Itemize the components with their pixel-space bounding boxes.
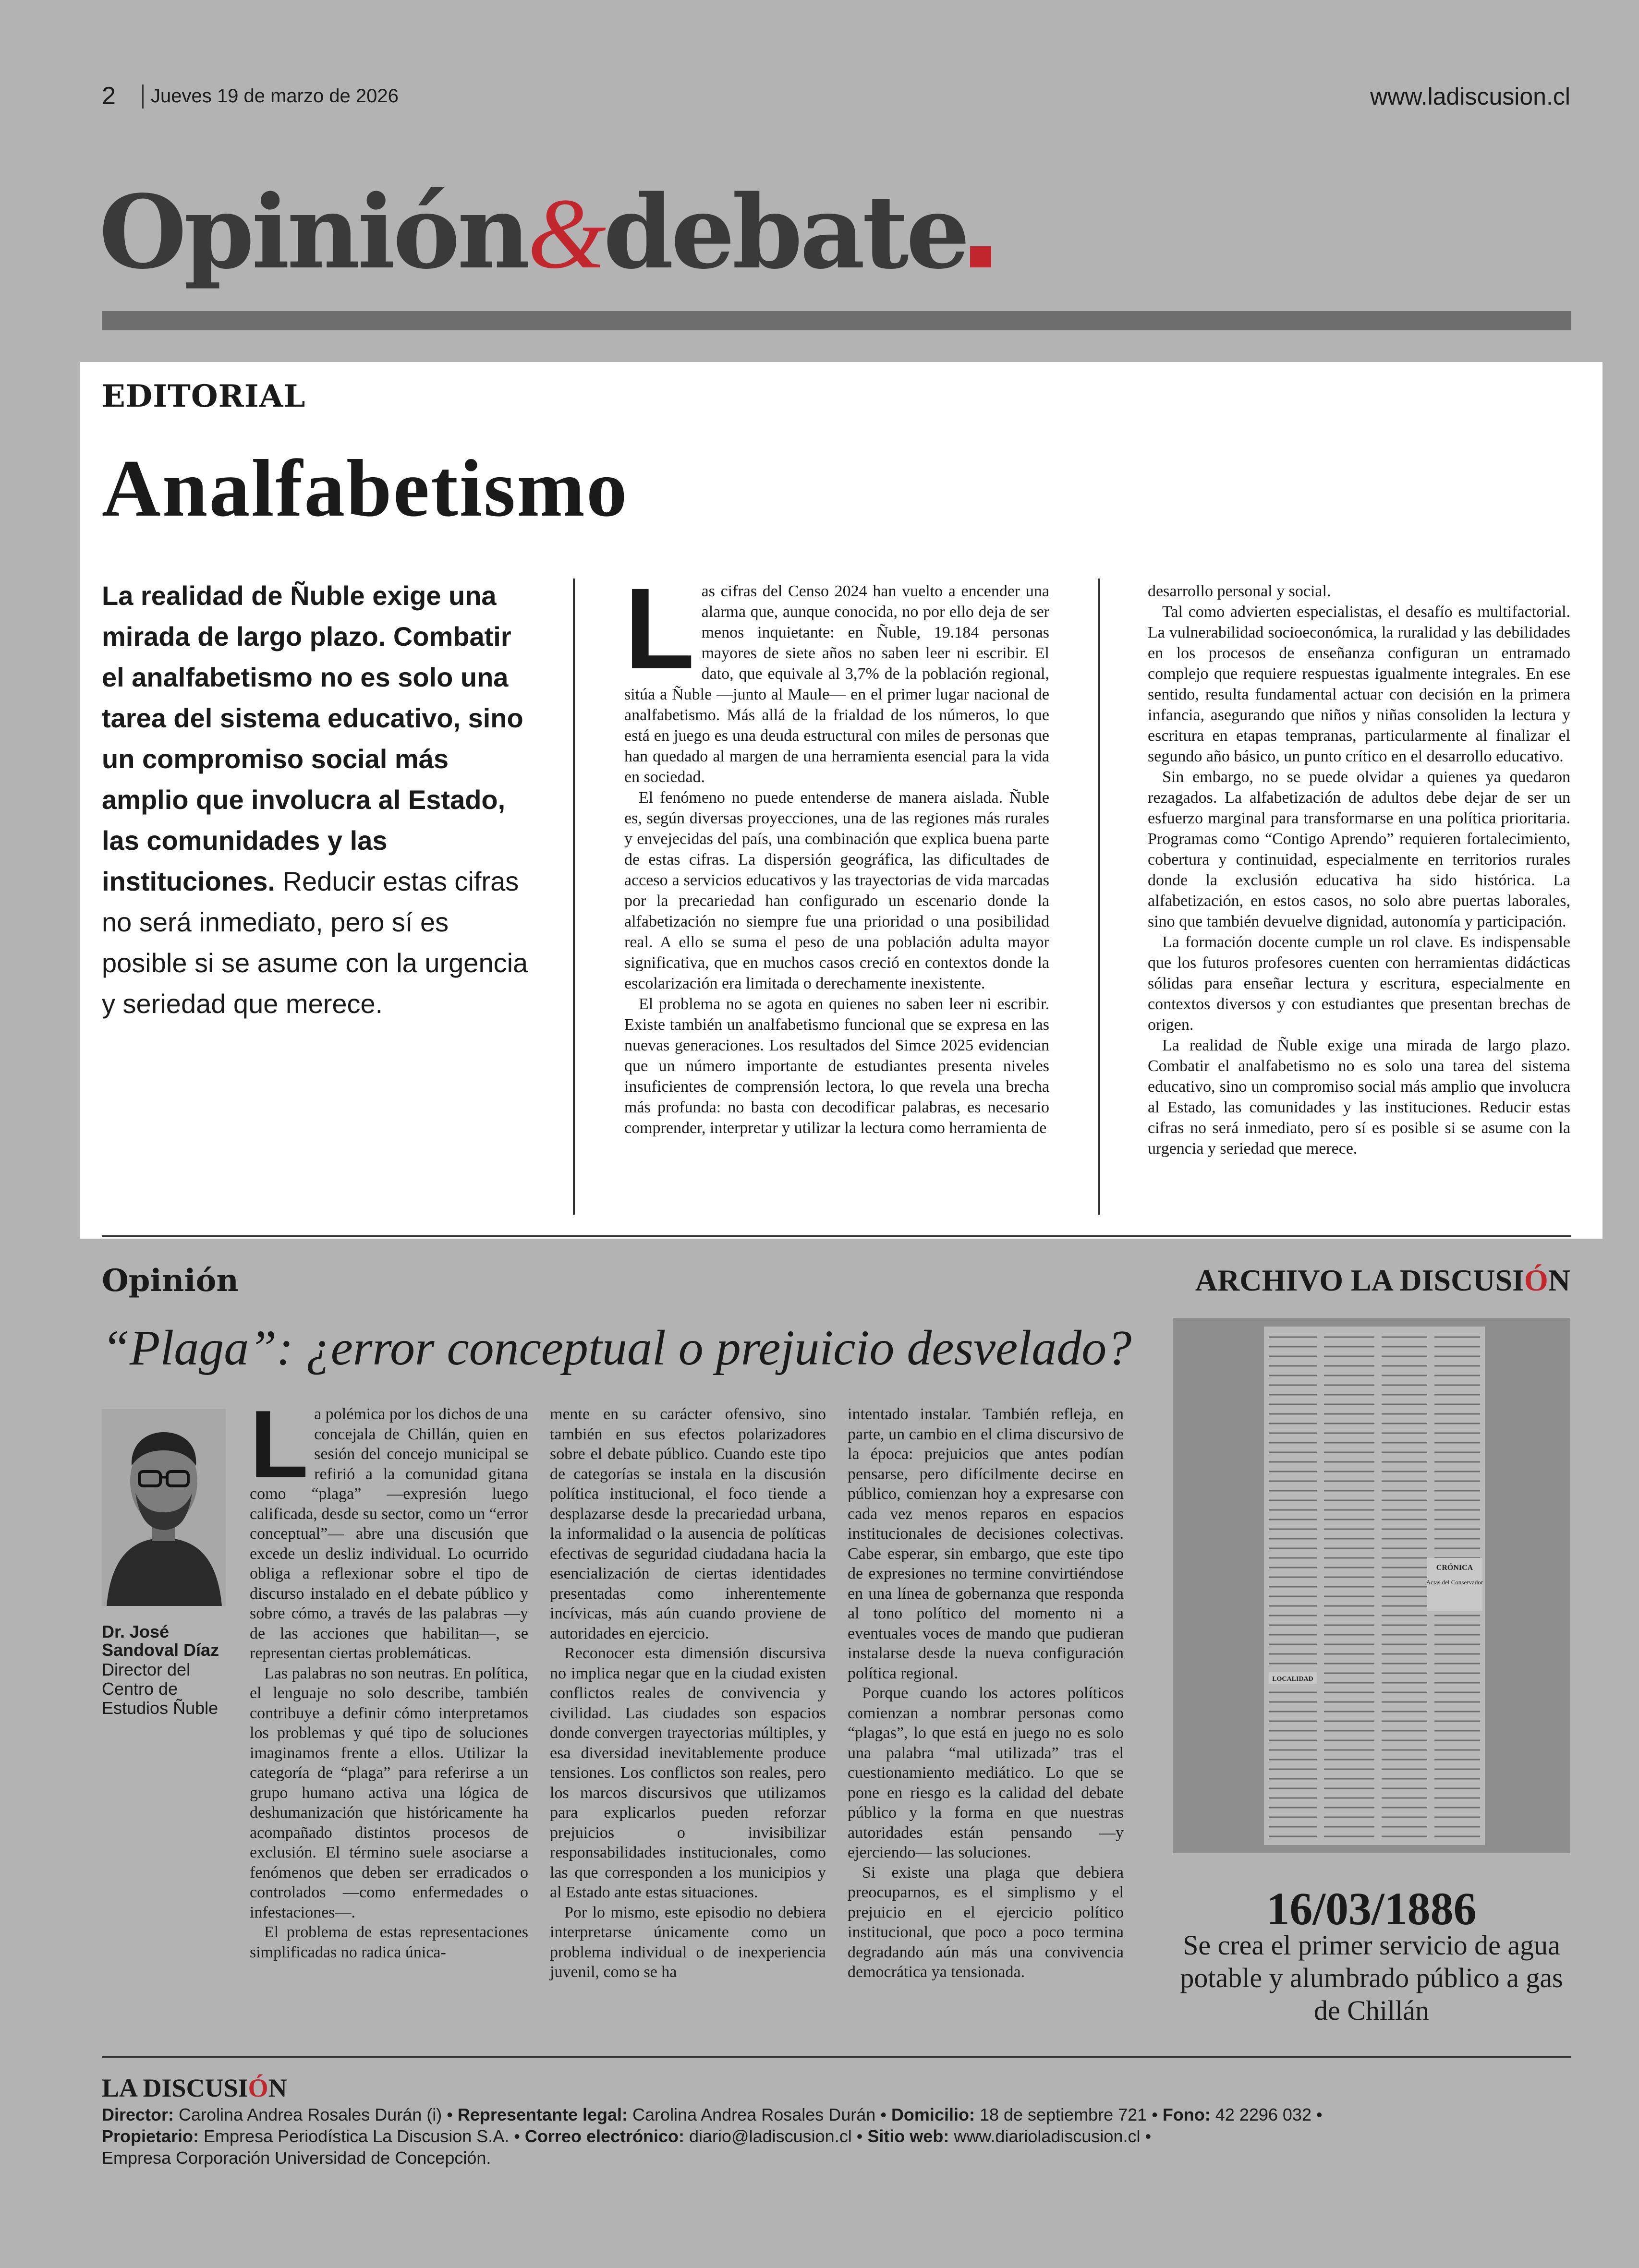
editorial-headline: Analfabetismo bbox=[102, 443, 629, 533]
editorial-lead-regular: Reducir estas cifras no será inmediato, pero sí es posible si se asume con la urgencia y seriedad que merece. bbox=[102, 866, 528, 1019]
editorial-paragraph: desarrollo personal y social. bbox=[1148, 582, 1331, 600]
author-photo bbox=[102, 1409, 226, 1606]
issue-date: Jueves 19 de marzo de 2026 bbox=[151, 85, 399, 107]
footer-credits bbox=[102, 2104, 1571, 2169]
opinion-paragraph: Las palabras no son neutras. En política, el lenguaje no solo describe, también contribuye a definir cómo interpretamos los problemas y qué tipo de soluciones imaginamos frente a ellos. Utilizar la categoría de “plaga” para referirse a un grupo humano activa una lógica de deshumanización que históricamente ha acompañado distintos procesos de exclusión. El término suele asociarse a fenómenos que deben ser erradicados o controlados —como enfermedades o infestaciones—. bbox=[250, 1664, 528, 1921]
editorial-paragraph: Las cifras del Censo 2024 han vuelto a encender una alarma que, aunque conocida, no por ello deja de ser menos inquietante: en Ñuble, 19.184 personas mayores de siete años no saben leer ni escribir. El dato, que equivale al 3,7% de la población regional, sitúa a Ñuble —junto al Maule— en el primer lugar nacional de analfabetismo. Más allá de la frialdad de los números, lo que está en juego es una deuda estructural con miles de personas que han quedado al margen de una herramienta esencial para la vida en sociedad. bbox=[624, 564, 1049, 786]
section-ampersand: & bbox=[527, 178, 604, 290]
author-name: Dr. José Sandoval Díaz bbox=[102, 1622, 219, 1660]
opinion-paragraph: intentado instalar. También refleja, en parte, un cambio en el clima discursivo de la época: prejuicios que antes podían pensarse, pero difícilmente decirse en público, comienzan hoy a expresarse con cada vez menos reparos en espacios institucionales de decisiones colectivas. Cabe esperar, sin embargo, que este tipo de expresiones no termine convirtiéndose en una línea de gobernanza que responda al tono político del momento ni a eventuales voces de mando que pudieran instalarse desde la nueva configuración política regional. bbox=[848, 1405, 1124, 1682]
editorial-label: EDITORIAL bbox=[102, 378, 306, 414]
column-rule bbox=[573, 579, 575, 1215]
editorial-column-1 bbox=[624, 564, 1049, 1138]
editorial-lead bbox=[102, 575, 529, 1024]
archive-caption: Se crea el primer servicio de agua potable y alumbrado público a gas de Chillán bbox=[1180, 1930, 1563, 2026]
footer-brand: LA DISCUSIÓN bbox=[102, 2074, 287, 2102]
opinion-dropcap: L bbox=[250, 1391, 309, 1498]
section-divider bbox=[102, 1235, 1571, 1237]
clip-text-cronica: CRÓNICA bbox=[1436, 1564, 1473, 1572]
opinion-title: “Plaga”: ¿error conceptual o prejuicio desvelado? bbox=[102, 1320, 1132, 1375]
editorial-dropcap: L bbox=[624, 564, 695, 693]
opinion-paragraph: mente en su carácter ofensivo, sino también en sus efectos polarizadores sobre el debate público. Cuando este tipo de categorías se instala en la discusión política institucional, el foco tiende a desplazarse desde la precariedad urbana, la informalidad o la ausencia de políticas efectivas de seguridad ciudadana hacia la esencialización de ciertas identidades presentadas como inherentemente incívicas, más aún cuando proviene de autoridades en ejercicio. bbox=[550, 1405, 826, 1642]
opinion-column-3 bbox=[848, 1404, 1124, 1982]
footer-line: Director: Carolina Andrea Rosales Durán (i) • Representante legal: Carolina Andrea Rosales Durán • Domicilio: 18 de septiembre 721 • Fono: 42 2296 032 • bbox=[102, 2105, 1323, 2124]
editorial-paragraph: Tal como advierten especialistas, el desafío es multifactorial. La vulnerabilidad socioeconómica, la ruralidad y las debilidades en los procesos de enseñanza configuran un entramado complejo que requiere respuestas igualmente integrales. En ese sentido, resulta fundamental actuar con decisión en la primera infancia, asegurando que niños y niñas consoliden la lectura y escritura en etapas tempranas, particularmente al finalizar el segundo año básico, un punto crítico en el desarrollo educativo. bbox=[1148, 603, 1570, 765]
opinion-paragraph: Si existe una plaga que debiera preocuparnos, es el simplismo y el prejuicio en el ejercicio político institucional, que poco a poco termina degradando aún más una convivencia democrática ya tensionada. bbox=[848, 1863, 1124, 1981]
opinion-paragraph: Por lo mismo, este episodio no debiera interpretarse únicamente como un problema individual o de inexperiencia juvenil, como se ha bbox=[550, 1903, 826, 1981]
archive-newspaper-clipping bbox=[1173, 1318, 1570, 1853]
opinion-paragraph: El problema de estas representaciones simplificadas no radica única- bbox=[250, 1923, 528, 1961]
archive-label: ARCHIVO LA DISCUSIÓN bbox=[1195, 1263, 1570, 1297]
opinion-paragraph: Reconocer esta dimensión discursiva no implica negar que en la ciudad existen conflictos reales de convivencia y civilidad. Las ciudades son espacios donde convergen trayectorias múltiples, y esa diversidad inevitablemente produce tensiones. Los conflictos son reales, pero los marcos discursivos que utilizamos para explicarlos pueden reforzar prejuicios o invisibilizar responsabilidades institucionales, como las que corresponden a los municipios y al Estado ante estas situaciones. bbox=[550, 1644, 826, 1901]
footer-line: Propietario: Empresa Periodística La Discusion S.A. • Correo electrónico: diario@ladiscusion.cl • Sitio web: www.diarioladiscusion.cl • bbox=[102, 2126, 1152, 2146]
opinion-paragraph: Porque cuando los actores políticos comienzan a nombrar personas como “plagas”, lo que está en juego no es solo una palabra “mal utilizada” tras el cuestionamiento mediático. Lo que se pone en riesgo es la calidad del debate público y la forma en que nuestras autoridades están pensando —y ejerciendo— las soluciones. bbox=[848, 1684, 1124, 1861]
footer-line: Empresa Corporación Universidad de Concepción. bbox=[102, 2148, 491, 2168]
editorial-paragraph: La realidad de Ñuble exige una mirada de largo plazo. Combatir el analfabetismo no es solo una tarea del sistema educativo, sino un compromiso social más amplio que involucra al Estado, las comunidades y las instituciones. Reducir estas cifras no será inmediato, pero sí es posible si se asume con la urgencia y seriedad que merece. bbox=[1148, 1037, 1570, 1158]
editorial-column-2 bbox=[1148, 581, 1570, 1159]
author-portrait-icon bbox=[102, 1409, 226, 1606]
author-role: Director del Centro de Estudios Ñuble bbox=[102, 1660, 219, 1718]
opinion-label: Opinión bbox=[102, 1263, 239, 1299]
editorial-paragraph: El fenómeno no puede entenderse de manera aislada. Ñuble es, según diversas proyecciones, una de las regiones más rurales y envejecidas del país, una combinación que explica buena parte de estas cifras. La dispersión geográfica, las dificultades de acceso a servicios educativos y las trayectorias de vida marcadas por la precariedad han configurado un escenario donde la alfabetización no siempre fue una prioridad o una posibilidad real. A ello se suma el peso de una población adulta mayor significativa, que en muchos casos creció en contextos donde la escolarización era limitada o derechamente inexistente. bbox=[624, 789, 1049, 992]
section-word-debate: debate bbox=[603, 173, 968, 291]
editorial-paragraph: Sin embargo, no se puede olvidar a quienes ya quedaron rezagados. La alfabetización de adultos debe dejar de ser un esfuerzo marginal para transformarse en una política prioritaria. Programas como “Contigo Aprendo” requieren fortalecimiento, cobertura y continuidad, especialmente en territorios rurales donde la exclusión educativa ha sido histórica. La alfabetización, en estos casos, no solo abre puertas laborales, sino que también devuelve dignidad, autonomía y participación. bbox=[1148, 768, 1570, 930]
section-word-opinion: Opinión bbox=[99, 173, 528, 291]
editorial-lead-bold: La realidad de Ñuble exige una mirada de largo plazo. Combatir el analfabetismo no es solo una tarea del sistema educativo, sino un compromiso social más amplio que involucra al Estado, las comunidades y las instituciones. bbox=[102, 580, 523, 896]
editorial-paragraph: La formación docente cumple un rol clave. Es indispensable que los futuros profesores cuenten con herramientas didácticas sólidas para enseñar lectura y escritura, especialmente en contextos diversos y con estudiantes que presentan brechas de origen. bbox=[1148, 933, 1570, 1034]
footer-divider bbox=[102, 2056, 1571, 2058]
opinion-column-2 bbox=[550, 1404, 826, 1982]
header-separator bbox=[142, 84, 144, 109]
clip-text-actas: Actas del Conservador bbox=[1426, 1579, 1483, 1586]
editorial-paragraph: El problema no se agota en quienes no saben leer ni escribir. Existe también un analfabetismo funcional que se expresa en las nuevas generaciones. Los resultados del Simce 2025 evidencian que un número importante de estudiantes presenta niveles insuficientes de comprensión lectora, lo que revela una brecha más profunda: no basta con decodificar palabras, es necesario comprender, interpretar y utilizar la lectura como herramienta de bbox=[624, 995, 1049, 1137]
section-dot bbox=[970, 246, 991, 267]
opinion-paragraph: La polémica por los dichos de una concejala de Chillán, quien en sesión del concejo municipal se refirió a la comunidad gitana como “plaga” —expresión luego calificada, desde su sector, como un “error conceptual”— abre una discusión que excede un desliz individual. Lo ocurrido obliga a reflexionar sobre el tipo de discurso instalado en el debate público y sobre cómo, a través de las palabras —y de las acciones que habilitan—, se representan ciertas problemáticas. bbox=[250, 1391, 528, 1662]
section-title bbox=[99, 173, 991, 292]
clip-text-localidad: LOCALIDAD bbox=[1272, 1676, 1313, 1683]
archive-date: 16/03/1886 bbox=[1266, 1883, 1477, 1934]
column-rule bbox=[1098, 579, 1100, 1215]
website-link[interactable]: www.ladiscusion.cl bbox=[1370, 83, 1570, 110]
page-number: 2 bbox=[102, 82, 116, 110]
section-rule bbox=[102, 311, 1571, 330]
archive-page-icon bbox=[1173, 1318, 1570, 1853]
opinion-column-1 bbox=[250, 1391, 528, 1962]
